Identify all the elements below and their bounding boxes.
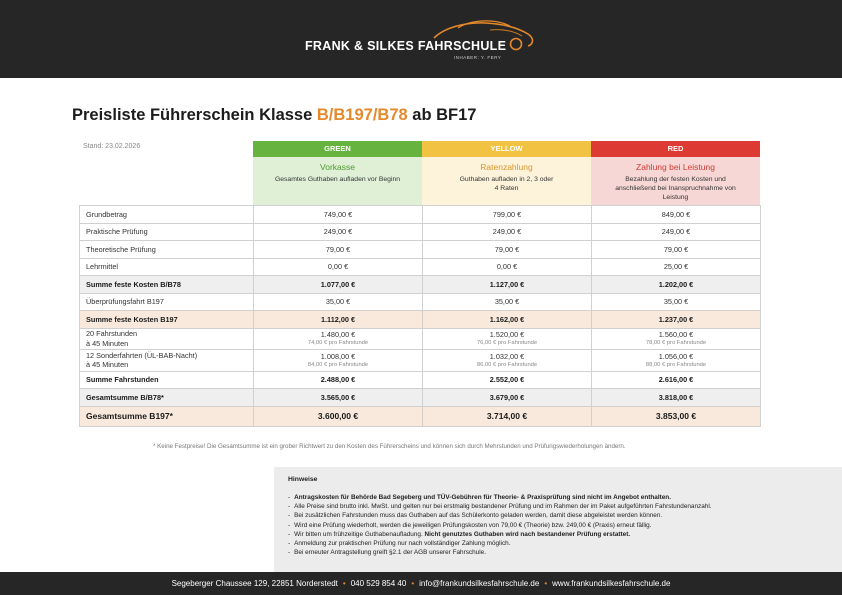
table-row-subtotal [80,276,761,294]
price-table [79,205,761,427]
row-label [80,350,254,372]
note-bold: Antragskosten für Behörde Bad Segeberg und TÜV-Gebühren für Theorie- & Praxisprüfung sind nicht im Angebot enthalten. [294,494,671,501]
separator-dot: • [411,579,415,588]
price-cell: 249,00 € [592,223,761,241]
price-cell: 249,00 € [254,223,423,241]
price-cell: 25,00 € [592,258,761,276]
header-bar [0,0,842,78]
price-cell: 3.600,00 € [254,406,423,426]
price-cell: 3.853,00 € [592,406,761,426]
logo-owner: INHABER: Y. FERY [454,55,502,60]
row-label-line2: à 45 Minuten [86,360,129,370]
price-cell: 35,00 € [592,293,761,311]
note-text: Bei zusätzlichen Fahrstunden muss das Guthaben auf das Schülerkonto geladen werden, damit diese abgeleistet werden können. [294,512,663,520]
table-row-subtotal [80,371,761,389]
title-suffix: ab BF17 [407,106,477,124]
list-item [288,511,828,520]
footer-bar [0,572,842,595]
price-cell: 1.112,00 € [254,311,423,329]
package-yellow [422,141,591,205]
price-cell: 1.237,00 € [592,311,761,329]
row-label: Gesamtsumme B/B78* [80,389,254,407]
note-text: Anmeldung zur praktischen Prüfung nur nach vollständiger Zahlung möglich. [294,540,511,548]
notes-title: Hinweise [288,476,318,483]
package-yellow-desc: Guthaben aufladen in 2, 3 oder 4 Raten [459,176,554,192]
price-cell: 1.127,00 € [423,276,592,294]
row-label-line1: 20 Fahrstunden [86,329,138,339]
row-label: Grundbetrag [80,206,254,224]
price-cell: 35,00 € [254,293,423,311]
price-cell: 749,00 € [254,206,423,224]
price-value: 1.008,00 € [320,351,356,361]
price-cell: 0,00 € [254,258,423,276]
price-cell: 3.679,00 € [423,389,592,407]
row-label-line2: à 45 Minuten [86,338,129,348]
footer-web-link[interactable]: www.frankundsilkesfahrschule.de [552,579,671,588]
table-row [80,223,761,241]
price-cell: 1.077,00 € [254,276,423,294]
package-yellow-sub: Ratenzahlung [480,162,533,172]
price-cell: 2.488,00 € [254,371,423,389]
list-item [288,502,828,511]
row-label: Summe feste Kosten B/B78 [80,276,254,294]
title-prefix: Preisliste Führerschein Klasse [72,106,317,124]
price-note: 74,00 € pro Fahrstunde [307,340,369,347]
separator-dot: • [342,579,346,588]
separator-dot: • [544,579,548,588]
row-label [80,328,254,350]
price-cell [254,350,423,372]
price-cell [592,350,761,372]
table-row [80,206,761,224]
footer-phone-link[interactable]: 040 529 854 40 [350,579,407,588]
price-cell [423,350,592,372]
price-cell: 2.616,00 € [592,371,761,389]
price-value: 1.480,00 € [320,330,356,340]
package-yellow-band: YELLOW [422,141,591,157]
price-cell: 79,00 € [592,241,761,259]
price-cell: 3.818,00 € [592,389,761,407]
list-item [288,493,828,502]
note-text: Wir bitten um frühzeitige Guthabenaufladung. [294,530,425,538]
table-row [80,350,761,372]
title-accent: B/B197/B78 [316,106,408,124]
note-text: Wird eine Prüfung wiederholt, werden die jeweiligen Prüfungskosten von 79,00 € (Theorie) bzw. 249,00 € (Praxis) erneut fällig. [294,521,652,529]
row-label: Summe Fahrstunden [80,371,254,389]
price-note: 84,00 € pro Fahrstunde [307,361,369,368]
note-text: Bei erneuter Antragstellung greift §2.1 der AGB unserer Fahrschule. [294,549,486,557]
footer-email-link[interactable]: info@frankundsilkesfahrschule.de [419,579,540,588]
row-label: Gesamtsumme B197* [80,406,254,426]
list-item [288,539,828,548]
package-red [591,141,760,205]
price-cell: 35,00 € [423,293,592,311]
list-item [288,521,828,530]
price-cell: 1.202,00 € [592,276,761,294]
package-green-band: GREEN [253,141,422,157]
price-note: 86,00 € pro Fahrstunde [476,361,538,368]
row-label: Praktische Prüfung [80,223,254,241]
page-title [72,106,476,125]
note-text: Alle Preise sind brutto inkl. MwSt. und gelten nur bei erstmalig bestandener Prüfung und im Rahmen der im Paket aufgeführten Fahrstundenanzahl. [294,503,712,511]
price-cell: 2.552,00 € [423,371,592,389]
price-value: 1.560,00 € [658,330,694,340]
package-red-desc: Bezahlung der festen Kosten und anschließend bei Inanspruchnahme von Leistung [615,176,736,201]
price-cell [592,328,761,350]
list-item [288,548,828,557]
price-cell: 3.714,00 € [423,406,592,426]
price-value: 1.520,00 € [489,330,525,340]
table-row [80,241,761,259]
price-value: 1.056,00 € [658,351,694,361]
package-green-sub: Vorkasse [320,162,355,172]
footnote: * Keine Festpreise! Die Gesamtsumme ist ein grober Richtwert zu den Kosten des Führerscheins und können sich durch Mehrstunden und Prüfungswiederholungen ändern. [153,443,626,450]
table-row-subtotal [80,311,761,329]
note-bold: Nicht genutztes Guthaben wird nach bestandener Prüfung erstattet. [424,530,631,538]
price-cell: 849,00 € [592,206,761,224]
price-cell [423,328,592,350]
table-row-total [80,406,761,426]
package-green-desc: Gesamtes Guthaben aufladen vor Beginn [274,176,401,183]
price-cell: 0,00 € [423,258,592,276]
price-note: 76,00 € pro Fahrstunde [476,340,538,347]
logo-name: FRANK & SILKES FAHRSCHULE [305,39,507,53]
price-note: 88,00 € pro Fahrstunde [645,361,707,368]
price-note: 78,00 € pro Fahrstunde [645,340,707,347]
price-cell: 249,00 € [423,223,592,241]
stand-date: Stand: 23.02.2026 [83,143,141,150]
row-label: Überprüfungsfahrt B197 [80,293,254,311]
table-row [80,258,761,276]
price-cell: 79,00 € [423,241,592,259]
price-value: 1.032,00 € [489,351,525,361]
table-row-total [80,389,761,407]
price-cell: 3.565,00 € [254,389,423,407]
price-cell [254,328,423,350]
notes-list [288,493,828,557]
row-label: Theoretische Prüfung [80,241,254,259]
price-cell: 79,00 € [254,241,423,259]
price-cell: 799,00 € [423,206,592,224]
package-red-sub: Zahlung bei Leistung [636,162,715,172]
table-row [80,328,761,350]
row-label: Summe feste Kosten B197 [80,311,254,329]
package-red-band: RED [591,141,760,157]
row-label: Lehrmittel [80,258,254,276]
footer-address: Segeberger Chaussee 129, 22851 Norderstedt [171,579,338,588]
package-green [253,141,422,205]
table-row [80,293,761,311]
notes-box [274,467,842,572]
logo[interactable] [300,14,540,66]
list-item [288,530,828,539]
price-cell: 1.162,00 € [423,311,592,329]
row-label-line1: 12 Sonderfahrten (ÜL-BAB-Nacht) [86,350,198,360]
